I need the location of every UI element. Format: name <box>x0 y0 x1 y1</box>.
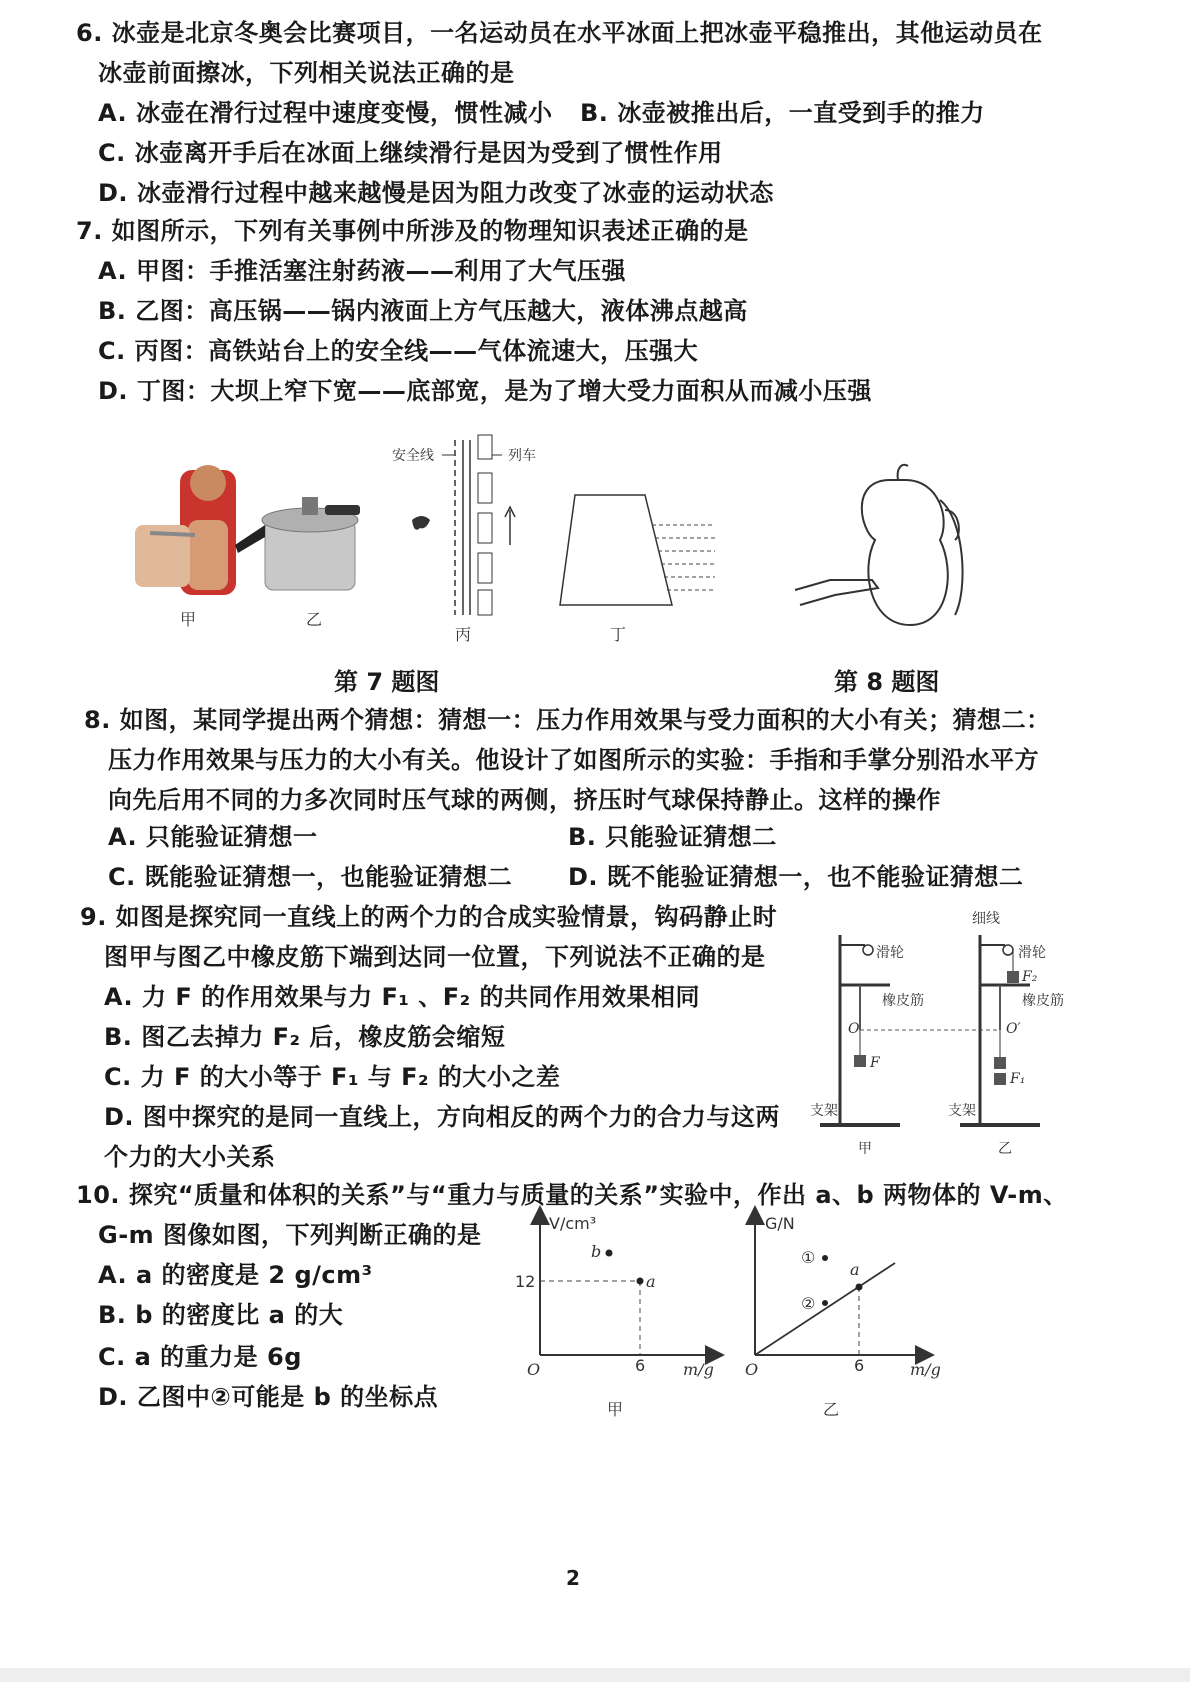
label-rubber-yi: 橡皮筋 <box>1022 993 1064 1009</box>
q9-option-d-line2: 个力的大小关系 <box>104 1143 276 1171</box>
q6-stem-line1: 6. 冰壶是北京冬奥会比赛项目，一名运动员在水平冰面上把冰壶平稳推出，其他运动员在 <box>76 19 1043 47</box>
q8-stem-line1: 8. 如图，某同学提出两个猜想：猜想一：压力作用效果与受力面积的大小有关；猜想二： <box>84 706 1051 734</box>
q9-stem-line1: 9. 如图是探究同一直线上的两个力的合成实验情景，钩码静止时 <box>80 903 778 931</box>
q10-option-b: B. b 的密度比 a 的大 <box>98 1301 344 1329</box>
label-f2: F₂ <box>1022 969 1038 985</box>
injection-illustration <box>135 465 236 595</box>
label-stand-jia: 支架 <box>810 1103 838 1119</box>
q8-option-b: B. 只能验证猜想二 <box>568 823 777 851</box>
q9-option-d-line1: D. 图中探究的是同一直线上，方向相反的两个力的合力与这两 <box>104 1103 780 1131</box>
label-thread: 细线 <box>972 911 1000 927</box>
q10-stem-line2: G-m 图像如图，下列判断正确的是 <box>98 1221 482 1249</box>
label-yi: 乙 <box>306 610 323 629</box>
dam-diagram <box>560 495 715 605</box>
page-number: 2 <box>566 1566 580 1590</box>
q9-option-b: B. 图乙去掉力 F₂ 后，橡皮筋会缩短 <box>104 1023 506 1051</box>
figure-7-caption: 第 7 题图 <box>334 668 440 696</box>
graph-yi-tick-6: 6 <box>854 1356 865 1375</box>
label-o-prime: O′ <box>1006 1021 1021 1037</box>
label-f: F <box>870 1055 880 1071</box>
q10-option-c: C. a 的重力是 6g <box>98 1343 302 1371</box>
label-pulley-yi: 滑轮 <box>1018 945 1046 961</box>
q8-option-d: D. 既不能验证猜想一，也不能验证猜想二 <box>568 863 1024 891</box>
label-f1: F₁ <box>1010 1071 1026 1087</box>
q7-option-b: B. 乙图：高压锅——锅内液面上方气压越大，液体沸点越高 <box>98 297 748 325</box>
page-bottom-edge <box>0 1668 1190 1682</box>
graph-jia-origin: O <box>527 1360 541 1379</box>
graph-jia <box>540 1215 715 1355</box>
graph-jia-point-a: a <box>646 1272 656 1291</box>
graph-jia-label: 甲 <box>607 1400 624 1419</box>
figure-10-graphs <box>505 1205 975 1430</box>
q7-option-d: D. 丁图：大坝上窄下宽——底部宽，是为了增大受力面积从而减小压强 <box>98 377 872 405</box>
q8-stem-line2: 压力作用效果与压力的大小有关。他设计了如图所示的实验：手指和手掌分别沿水平方 <box>108 746 1039 774</box>
q10-stem-line1: 10. 探究“质量和体积的关系”与“重力与质量的关系”实验中，作出 a、b 两物体的 V-m、 <box>76 1181 1068 1209</box>
q10-option-a: A. a 的密度是 2 g/cm³ <box>98 1261 373 1289</box>
label-stand-yi: 支架 <box>948 1103 976 1119</box>
graph-yi-point-2: ② <box>801 1294 816 1313</box>
label-train: 列车 <box>508 448 536 464</box>
label-jia: 甲 <box>180 610 197 629</box>
graph-jia-tick-12: 12 <box>515 1272 536 1291</box>
label-yi-fig9: 乙 <box>998 1141 1012 1157</box>
label-ding: 丁 <box>610 625 627 644</box>
q7-option-a: A. 甲图：手推活塞注射药液——利用了大气压强 <box>98 257 626 285</box>
q9-stem-line2: 图甲与图乙中橡皮筋下端到达同一位置，下列说法不正确的是 <box>104 943 766 971</box>
figure-7 <box>130 425 730 650</box>
q8-option-a: A. 只能验证猜想一 <box>108 823 318 851</box>
graph-yi-origin: O <box>745 1360 759 1379</box>
q9-option-a: A. 力 F 的作用效果与力 F₁ 、F₂ 的共同作用效果相同 <box>104 983 700 1011</box>
graph-yi-ylabel: G/N <box>765 1214 795 1233</box>
label-o: O <box>848 1021 860 1037</box>
q10-option-d: D. 乙图中②可能是 b 的坐标点 <box>98 1383 439 1411</box>
graph-jia-point-b: b <box>591 1242 602 1261</box>
figure-8-caption: 第 8 题图 <box>834 668 940 696</box>
graph-yi <box>755 1215 925 1355</box>
label-jia-fig9: 甲 <box>858 1141 872 1157</box>
graph-yi-label: 乙 <box>823 1400 840 1419</box>
q8-stem-line3: 向先后用不同的力多次同时压气球的两侧，挤压时气球保持静止。这样的操作 <box>108 786 941 814</box>
figure-9-force-apparatus <box>800 905 1080 1165</box>
graph-yi-point-1: ① <box>801 1248 816 1267</box>
q6-stem-line2: 冰壶前面擦冰，下列相关说法正确的是 <box>98 59 515 87</box>
graph-jia-ylabel: V/cm³ <box>549 1214 597 1233</box>
q7-stem: 7. 如图所示，下列有关事例中所涉及的物理知识表述正确的是 <box>76 217 749 245</box>
q9-option-c: C. 力 F 的大小等于 F₁ 与 F₂ 的大小之差 <box>104 1063 561 1091</box>
label-bing: 丙 <box>455 625 472 644</box>
q6-option-c: C. 冰壶离开手后在冰面上继续滑行是因为受到了惯性作用 <box>98 139 723 167</box>
label-safety-line: 安全线 <box>392 448 434 464</box>
graph-jia-tick-6: 6 <box>635 1356 646 1375</box>
label-rubber-jia: 橡皮筋 <box>882 993 924 1009</box>
q6-option-d: D. 冰壶滑行过程中越来越慢是因为阻力改变了冰壶的运动状态 <box>98 179 774 207</box>
graph-jia-xlabel: m/g <box>683 1360 714 1379</box>
q6-option-b: B. 冰壶被推出后，一直受到手的推力 <box>580 99 985 127</box>
q6-option-a: A. 冰壶在滑行过程中速度变慢，惯性减小 <box>98 99 553 127</box>
label-pulley-jia: 滑轮 <box>876 945 904 961</box>
figure-8-balloon <box>790 440 970 640</box>
pressure-cooker-illustration <box>235 497 360 590</box>
graph-yi-xlabel: m/g <box>910 1360 941 1379</box>
q7-option-c: C. 丙图：高铁站台上的安全线——气体流速大，压强大 <box>98 337 699 365</box>
graph-yi-point-a: a <box>850 1260 860 1279</box>
q8-option-c: C. 既能验证猜想一，也能验证猜想二 <box>108 863 513 891</box>
